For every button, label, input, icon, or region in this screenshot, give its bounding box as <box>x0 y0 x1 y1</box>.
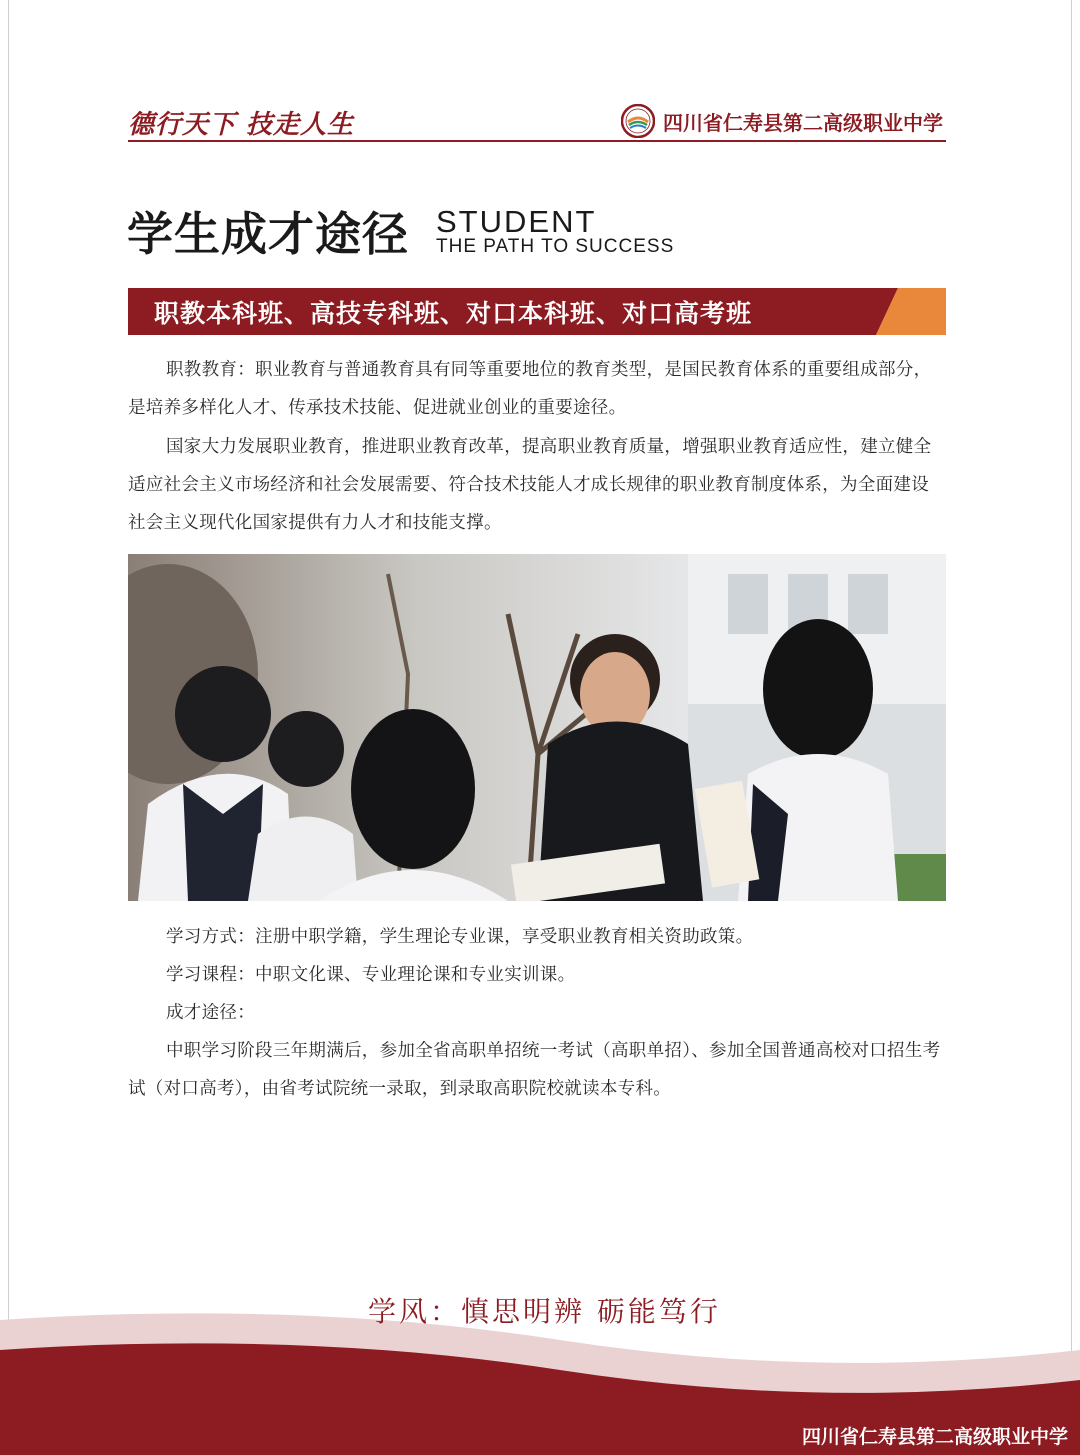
path-label: 成才途径： <box>166 1003 255 1023</box>
path-paragraph: 中职学习阶段三年期满后，参加全省高职单招统一考试（高职单招）、参加全国普通高校对口招生考试（对口高考），由省考试院统一录取，到录取高职院校就读本专科。 <box>128 1041 941 1099</box>
students-photo <box>128 554 946 901</box>
school-motto: 德行天下 技走人生 <box>128 110 355 140</box>
page-title: 学生成才途径 <box>127 207 409 261</box>
page-title-en: STUDENT <box>436 204 597 239</box>
school-name: 四川省仁寿县第二高级职业中学 <box>663 110 943 135</box>
footer-motto: 学风：慎思明辨 砺能笃行 <box>368 1295 721 1328</box>
study-mode-text: 学习方式：注册中职学籍，学生理论专业课，享受职业教育相关资助政策。 <box>166 927 754 947</box>
footer-school-name: 四川省仁寿县第二高级职业中学 <box>801 1426 1068 1448</box>
school-logo-icon <box>621 104 655 138</box>
courses-text: 学习课程：中职文化课、专业理论课和专业实训课。 <box>166 965 576 985</box>
intro-paragraph-1: 职教教育：职业教育与普通教育具有同等重要地位的教育类型，是国民教育体系的重要组成部分，是培养多样化人才、传承技术技能、促进就业创业的重要途径。 <box>128 360 932 418</box>
intro-paragraph-2: 国家大力发展职业教育，推进职业教育改革，提高职业教育质量，增强职业教育适应性，建立健全适应社会主义市场经济和社会发展需要、符合技术技能人才成长规律的职业教育制度体系，为全面建设社会主义现代化国家提供有力人才和技能支撑。 <box>128 437 932 533</box>
section-banner <box>128 288 946 335</box>
school-header <box>621 104 943 138</box>
header-divider <box>128 140 946 142</box>
banner-title: 职教本科班、高技专科班、对口本科班、对口高考班 <box>154 299 753 328</box>
page-subtitle-en: THE PATH TO SUCCESS <box>436 236 675 257</box>
